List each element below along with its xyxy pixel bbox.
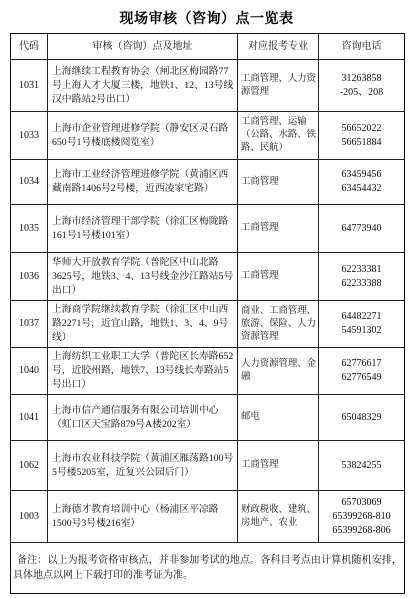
site-phone: 65399268-806 bbox=[332, 524, 391, 536]
phone-cell bbox=[319, 491, 404, 542]
site-phone: 54591302 bbox=[341, 325, 382, 336]
address-cell bbox=[48, 491, 238, 542]
phone-cell bbox=[319, 60, 404, 111]
address-cell bbox=[48, 60, 238, 111]
site-phone: 62776549 bbox=[341, 372, 382, 383]
review-sites-table bbox=[10, 33, 405, 594]
header-phone bbox=[319, 34, 404, 59]
address-cell bbox=[48, 441, 238, 490]
code-cell bbox=[11, 301, 48, 347]
code-cell bbox=[11, 60, 48, 111]
code-cell bbox=[11, 205, 48, 252]
phone-cell bbox=[319, 112, 404, 159]
majors-cell bbox=[238, 205, 319, 252]
header-site-label: 审核（咨询）点及地址 bbox=[92, 40, 193, 52]
table-header-row bbox=[11, 34, 404, 60]
phone-cell bbox=[319, 395, 404, 440]
code-cell bbox=[11, 395, 48, 440]
site-code: 1036 bbox=[19, 270, 39, 282]
phone-cell bbox=[319, 160, 404, 204]
address-cell bbox=[48, 301, 238, 347]
site-address: 上海市企业管理进修学院（静安区灵石路650号1号楼底楼阅览室） bbox=[52, 122, 229, 148]
majors-cell bbox=[238, 253, 319, 300]
site-code: 1034 bbox=[19, 176, 39, 187]
address-cell bbox=[48, 112, 238, 159]
site-address: 上海市工业经济管理进修学院（黄浦区西藏南路1406号2号楼，近西凌家宅路） bbox=[52, 169, 229, 194]
site-majors: 邮电 bbox=[241, 412, 260, 422]
site-code: 1037 bbox=[19, 318, 39, 329]
header-majors bbox=[238, 34, 319, 59]
site-phone: -205、208 bbox=[339, 86, 384, 98]
site-phone: 64773940 bbox=[341, 222, 382, 234]
site-address: 上海商学院继续教育学院（徐汇区中山西路2271号，近宜山路，地铁1、3、4、9号线） bbox=[52, 304, 229, 343]
code-cell bbox=[11, 348, 48, 394]
footnote-row bbox=[11, 543, 404, 593]
majors-cell bbox=[238, 491, 319, 542]
code-cell bbox=[11, 441, 48, 490]
header-code-label: 代码 bbox=[19, 40, 39, 52]
site-address: 上海市农业科技学院（黄浦区雁荡路100号5号楼5205室，近复兴公园后门） bbox=[52, 452, 234, 478]
majors-cell bbox=[238, 395, 319, 440]
table-row bbox=[11, 253, 404, 301]
site-phone: 56652022 bbox=[341, 122, 382, 134]
code-cell bbox=[11, 491, 48, 542]
table-row bbox=[11, 395, 404, 441]
site-address: 上海继续工程教育协会（闸北区梅园路77号上海人才大厦三楼，地铁1、12、13号线汉中路站2号出口） bbox=[52, 65, 234, 105]
table-row bbox=[11, 60, 404, 112]
code-cell bbox=[11, 253, 48, 300]
site-majors: 财政税收、建筑、房地产、农业 bbox=[241, 504, 317, 528]
majors-cell bbox=[238, 441, 319, 490]
site-address: 上海纺织工业职工大学（普陀区长寿路652号，近胶州路，地铁7、13号线长寿路站5号出口） bbox=[52, 351, 234, 390]
address-cell bbox=[48, 348, 238, 394]
site-majors: 商业、工商管理、旅游、保险、人力资源管理 bbox=[241, 305, 317, 342]
phone-cell bbox=[319, 348, 404, 394]
site-phone: 31263858 bbox=[341, 72, 382, 84]
majors-cell bbox=[238, 160, 319, 204]
phone-cell bbox=[319, 253, 404, 300]
majors-cell bbox=[238, 60, 319, 111]
site-phone: 64482271 bbox=[341, 311, 382, 322]
site-code: 1062 bbox=[19, 459, 39, 471]
header-phone-label: 咨询电话 bbox=[341, 40, 382, 52]
site-address: 上海德才教育培训中心（杨浦区平凉路1500号3号楼216室） bbox=[52, 503, 219, 529]
site-majors: 人力资源管理、金融 bbox=[241, 359, 317, 382]
table-row bbox=[11, 112, 404, 160]
site-phone: 62233381 bbox=[341, 263, 382, 275]
table-row bbox=[11, 491, 404, 543]
table-row bbox=[11, 441, 404, 491]
footnote: 备注：以上为报考资格审核点，并非参加考试的地点。各科目考点由计算机随机安排，具体地点以网上下载打印的准考证为准。 bbox=[13, 555, 402, 581]
address-cell bbox=[48, 253, 238, 300]
header-site bbox=[48, 34, 238, 59]
table-row bbox=[11, 301, 404, 348]
page-title: 现场审核（咨询）点一览表 bbox=[119, 10, 294, 26]
site-phone: 65399268-810 bbox=[332, 510, 391, 522]
site-majors: 工商管理 bbox=[241, 176, 279, 187]
site-code: 1041 bbox=[19, 411, 39, 423]
majors-cell bbox=[238, 112, 319, 159]
site-phone: 62776617 bbox=[341, 358, 382, 369]
site-majors: 工商管理、人力资源管理 bbox=[241, 73, 317, 97]
table-row bbox=[11, 205, 404, 253]
site-majors: 工商管理 bbox=[241, 223, 279, 233]
site-majors: 工商管理 bbox=[241, 271, 279, 281]
site-code: 1031 bbox=[19, 79, 39, 91]
header-majors-label: 对应报考专业 bbox=[248, 40, 308, 52]
site-code: 1040 bbox=[19, 365, 39, 376]
table-row bbox=[11, 160, 404, 205]
site-phone: 62233388 bbox=[341, 277, 382, 289]
majors-cell bbox=[238, 348, 319, 394]
phone-cell bbox=[319, 301, 404, 347]
site-majors: 工商管理、运输（公路、水路、铁路、民航） bbox=[241, 117, 317, 153]
site-majors: 工商管理 bbox=[241, 460, 279, 470]
majors-cell bbox=[238, 301, 319, 347]
site-phone: 56651884 bbox=[341, 136, 382, 148]
table-row bbox=[11, 348, 404, 395]
phone-cell bbox=[319, 205, 404, 252]
site-code: 1033 bbox=[19, 129, 39, 141]
code-cell bbox=[11, 112, 48, 159]
site-address: 华师大开放教育学院（普陀区中山北路3625号，地铁3、4、13号线金沙江路站5号出口） bbox=[52, 256, 234, 296]
phone-cell bbox=[319, 441, 404, 490]
address-cell bbox=[48, 205, 238, 252]
site-phone: 63454432 bbox=[341, 183, 382, 194]
site-code: 1035 bbox=[19, 222, 39, 234]
site-address: 上海市信产通信服务有限公司培训中心（虹口区天宝路879号A楼202室） bbox=[52, 404, 219, 430]
site-phone: 65703069 bbox=[341, 496, 382, 508]
header-code bbox=[11, 34, 48, 59]
site-phone: 63459456 bbox=[341, 169, 382, 180]
site-code: 1003 bbox=[19, 510, 39, 522]
site-phone: 53824255 bbox=[341, 459, 382, 471]
site-phone: 65048329 bbox=[341, 411, 382, 423]
address-cell bbox=[48, 160, 238, 204]
code-cell bbox=[11, 160, 48, 204]
site-address: 上海市经济管理干部学院（徐汇区梅陇路161号1号楼101室） bbox=[52, 215, 229, 241]
address-cell bbox=[48, 395, 238, 440]
